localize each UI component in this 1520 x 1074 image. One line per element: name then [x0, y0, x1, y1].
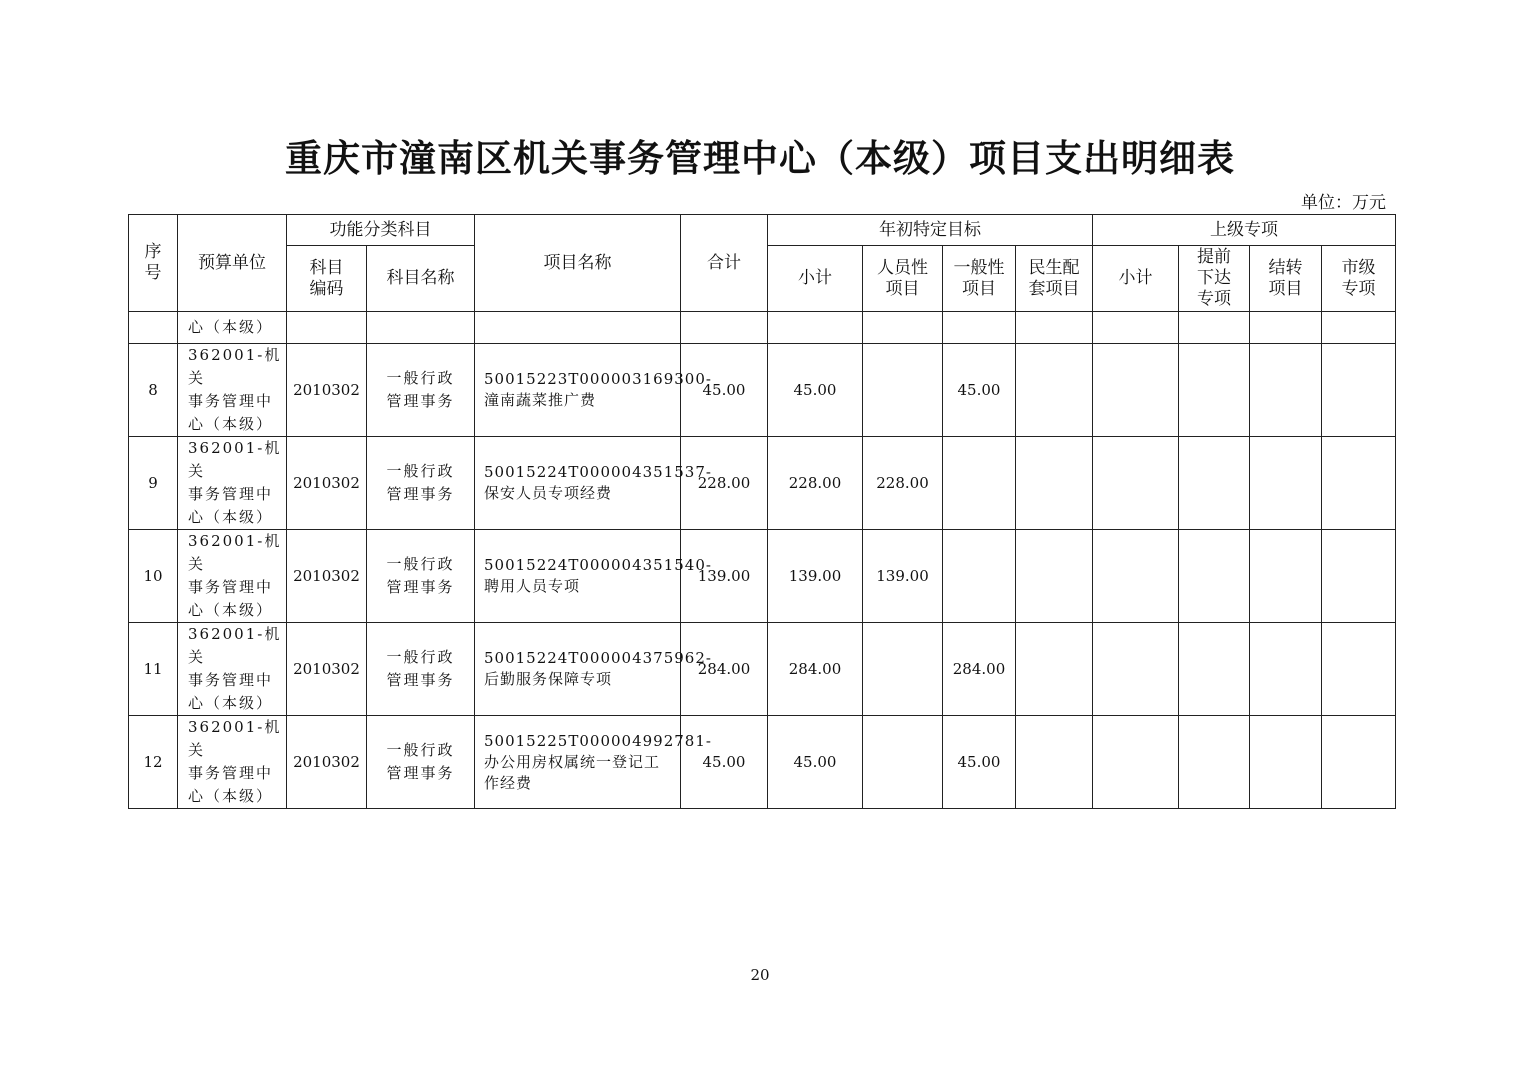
cell-advance [1179, 530, 1250, 623]
cell-personnel [863, 344, 943, 437]
cell-project-name-line: 50015224T000004351537- [484, 463, 712, 481]
cell-empty [1322, 312, 1396, 344]
header-project-name: 项目名称 [475, 215, 681, 312]
cell-budget-unit-line: 362001-机关 [188, 532, 282, 573]
cell-total-line: 45.00 [702, 380, 746, 399]
cell-subtotal-line: 45.00 [793, 380, 837, 399]
header-annual-target: 年初特定目标 [768, 215, 1093, 246]
page-number: 20 [750, 966, 770, 984]
header-personnel-project: 人员性项目 [863, 246, 943, 312]
cell-project-name-line: 50015224T000004351540- [484, 556, 712, 574]
cell-empty [1093, 312, 1179, 344]
cell-budget-unit [178, 344, 287, 437]
table-body [129, 312, 1396, 809]
cell-general-line: 45.00 [957, 752, 1001, 771]
unit-label: 单位：万元 [1301, 193, 1386, 213]
cell-subject-name-line: 管理事务 [386, 578, 455, 596]
cell-budget-unit-line: 事务管理中 [188, 578, 274, 596]
cell-sup-subtotal [1093, 623, 1179, 716]
cell-carryover [1250, 530, 1322, 623]
cell-budget-unit-line: 362001-机关 [188, 439, 282, 480]
cell-seq-line: 11 [143, 659, 163, 678]
cell-total-line: 228.00 [697, 473, 751, 492]
cell-budget-unit-line: 心（本级） [188, 415, 274, 433]
cell-subject-code [287, 623, 367, 716]
cell-livelihood [1016, 623, 1093, 716]
cell-general [943, 344, 1016, 437]
cell-project-name [475, 437, 712, 530]
cell-general [943, 437, 1016, 530]
cell-city [1322, 623, 1396, 716]
page-title: 重庆市潼南区机关事务管理中心（本级）项目支出明细表 [285, 136, 1235, 180]
cell-advance [1179, 437, 1250, 530]
cell-subject-name [367, 623, 475, 716]
cell-project-name [475, 344, 712, 437]
cell-project-name-line: 聘用人员专项 [484, 577, 581, 595]
cell-budget-unit: 心（本级） [178, 312, 287, 344]
table-row [129, 623, 1396, 716]
cell-subject-code-line: 2010302 [293, 380, 360, 399]
header-total: 合计 [681, 215, 768, 312]
cell-general-line: 284.00 [952, 659, 1006, 678]
header-advance-special: 提前下达专项 [1179, 246, 1250, 312]
cell-subject-code [287, 437, 367, 530]
cell-carryover [1250, 623, 1322, 716]
cell-livelihood [1016, 437, 1093, 530]
cell-city [1322, 437, 1396, 530]
cell-budget-unit [178, 437, 287, 530]
cell-total [681, 716, 768, 809]
cell-subject-code-line: 2010302 [293, 752, 360, 771]
cell-sup-subtotal [1093, 437, 1179, 530]
cell-subject-name-line: 一般行政 [386, 555, 455, 573]
cell-subtotal [768, 623, 863, 716]
cell-advance [1179, 623, 1250, 716]
cell-empty [943, 312, 1016, 344]
cell-subject-name-line: 一般行政 [386, 741, 455, 759]
cell-budget-unit [178, 716, 287, 809]
cell-project-name [475, 716, 712, 809]
cell-subject-code [287, 716, 367, 809]
cell-subject-name-line: 一般行政 [386, 462, 455, 480]
header-budget-unit: 预算单位 [178, 215, 287, 312]
cell-seq [129, 344, 178, 437]
header-superior-special: 上级专项 [1093, 215, 1396, 246]
cell-total-line: 139.00 [697, 566, 751, 585]
cell-empty [287, 312, 367, 344]
cell-empty [1250, 312, 1322, 344]
cell-subject-name-line: 管理事务 [386, 671, 455, 689]
cell-subtotal-line: 284.00 [788, 659, 842, 678]
header-subtotal: 小计 [768, 246, 863, 312]
header-city-special: 市级专项 [1322, 246, 1396, 312]
cell-project-name-line: 办公用房权属统一登记工 [484, 752, 661, 771]
cell-budget-unit [178, 530, 287, 623]
cell-budget-unit [178, 623, 287, 716]
cell-budget-unit-line: 362001-机关 [188, 346, 282, 387]
header-livelihood-project: 民生配套项目 [1016, 246, 1093, 312]
cell-livelihood [1016, 344, 1093, 437]
cell-empty [475, 312, 681, 344]
cell-project-name-line: 50015225T000004992781- [484, 731, 712, 750]
cell-subject-code-line: 2010302 [293, 473, 360, 492]
cell-subject-code-line: 2010302 [293, 659, 360, 678]
cell-subtotal-line: 139.00 [788, 566, 842, 585]
cell-subject-name-line: 管理事务 [386, 392, 455, 410]
cell-livelihood [1016, 530, 1093, 623]
cell-budget-unit-line: 心（本级） [188, 601, 274, 619]
cell-sup-subtotal [1093, 344, 1179, 437]
cell-project-name-line: 50015224T000004375962- [484, 649, 712, 667]
cell-total [681, 437, 768, 530]
cell-empty [1179, 312, 1250, 344]
cell-carryover [1250, 344, 1322, 437]
cell-subject-name [367, 716, 475, 809]
cell-project-name [475, 623, 712, 716]
cell-personnel-line: 228.00 [876, 473, 929, 492]
cell-budget-unit-line: 事务管理中 [188, 671, 274, 689]
cell-empty [768, 312, 863, 344]
cell-budget-unit-line: 心（本级） [188, 694, 274, 712]
cell-general-line: 45.00 [957, 380, 1001, 399]
cell-empty [863, 312, 943, 344]
cell-subject-code [287, 344, 367, 437]
cell-project-name-line: 潼南蔬菜推广费 [484, 391, 597, 409]
cell-subtotal-line: 228.00 [788, 473, 842, 492]
cell-total [681, 344, 768, 437]
cell-subject-code [287, 530, 367, 623]
cell-carryover [1250, 716, 1322, 809]
cell-subject-name-line: 管理事务 [386, 764, 455, 782]
cell-seq [129, 312, 178, 344]
cell-personnel [863, 437, 943, 530]
cell-project-name [475, 530, 712, 623]
cell-budget-unit-line: 362001-机关 [188, 625, 282, 666]
cell-seq-line: 9 [148, 473, 158, 492]
cell-sup-subtotal [1093, 530, 1179, 623]
cell-carryover [1250, 437, 1322, 530]
table-header [129, 215, 1396, 312]
cell-seq [129, 716, 178, 809]
cell-seq-line: 10 [143, 566, 163, 585]
cell-subject-name-line: 一般行政 [386, 369, 455, 387]
cell-budget-unit-line: 362001-机关 [188, 718, 282, 759]
cell-city [1322, 344, 1396, 437]
cell-city [1322, 716, 1396, 809]
cell-sup-subtotal [1093, 716, 1179, 809]
cell-general [943, 716, 1016, 809]
cell-subtotal [768, 344, 863, 437]
cell-budget-unit-line: 心（本级） [188, 508, 274, 526]
cell-subject-name [367, 530, 475, 623]
cell-personnel [863, 530, 943, 623]
cell-total [681, 623, 768, 716]
cell-general [943, 623, 1016, 716]
header-functional-class: 功能分类科目 [287, 215, 475, 246]
header-general-project: 一般性项目 [943, 246, 1016, 312]
header-carryover-project: 结转项目 [1250, 246, 1322, 312]
table-row [129, 716, 1396, 809]
header-subject-name: 科目名称 [367, 246, 475, 312]
cell-subject-name [367, 344, 475, 437]
cell-empty [681, 312, 768, 344]
header-seq: 序号 [129, 215, 178, 312]
cell-subject-name-line: 管理事务 [386, 485, 455, 503]
table-row-continued [129, 312, 1396, 344]
cell-project-name-line: 后勤服务保障专项 [484, 670, 613, 688]
cell-budget-unit-line: 事务管理中 [188, 764, 274, 782]
cell-city [1322, 530, 1396, 623]
cell-total-line: 45.00 [702, 752, 746, 771]
header-subject-code: 科目编码 [287, 246, 367, 312]
cell-livelihood [1016, 716, 1093, 809]
cell-subject-name-line: 一般行政 [386, 648, 455, 666]
cell-total-line: 284.00 [697, 659, 751, 678]
cell-advance [1179, 716, 1250, 809]
cell-subtotal [768, 716, 863, 809]
cell-subtotal [768, 437, 863, 530]
cell-seq-line: 8 [148, 380, 158, 399]
cell-seq [129, 437, 178, 530]
cell-subtotal-line: 45.00 [793, 752, 837, 771]
expenditure-table [128, 214, 1396, 809]
table-row [129, 344, 1396, 437]
cell-budget-unit-line: 事务管理中 [188, 485, 274, 503]
cell-budget-unit-line: 心（本级） [188, 787, 274, 805]
cell-project-name-line: 作经费 [484, 773, 533, 792]
cell-budget-unit-line: 事务管理中 [188, 392, 274, 410]
cell-general [943, 530, 1016, 623]
cell-project-name-line: 50015223T000003169300- [484, 370, 712, 388]
cell-project-name-line: 保安人员专项经费 [484, 484, 613, 502]
cell-personnel-line: 139.00 [876, 566, 929, 585]
cell-empty [1016, 312, 1093, 344]
table-row [129, 437, 1396, 530]
cell-seq [129, 530, 178, 623]
cell-empty [367, 312, 475, 344]
cell-personnel [863, 716, 943, 809]
cell-seq [129, 623, 178, 716]
header-sup-subtotal: 小计 [1093, 246, 1179, 312]
table-row [129, 530, 1396, 623]
cell-personnel [863, 623, 943, 716]
cell-seq-line: 12 [143, 752, 163, 771]
cell-total [681, 530, 768, 623]
cell-advance [1179, 344, 1250, 437]
cell-subtotal [768, 530, 863, 623]
cell-subject-code-line: 2010302 [293, 566, 360, 585]
cell-subject-name [367, 437, 475, 530]
